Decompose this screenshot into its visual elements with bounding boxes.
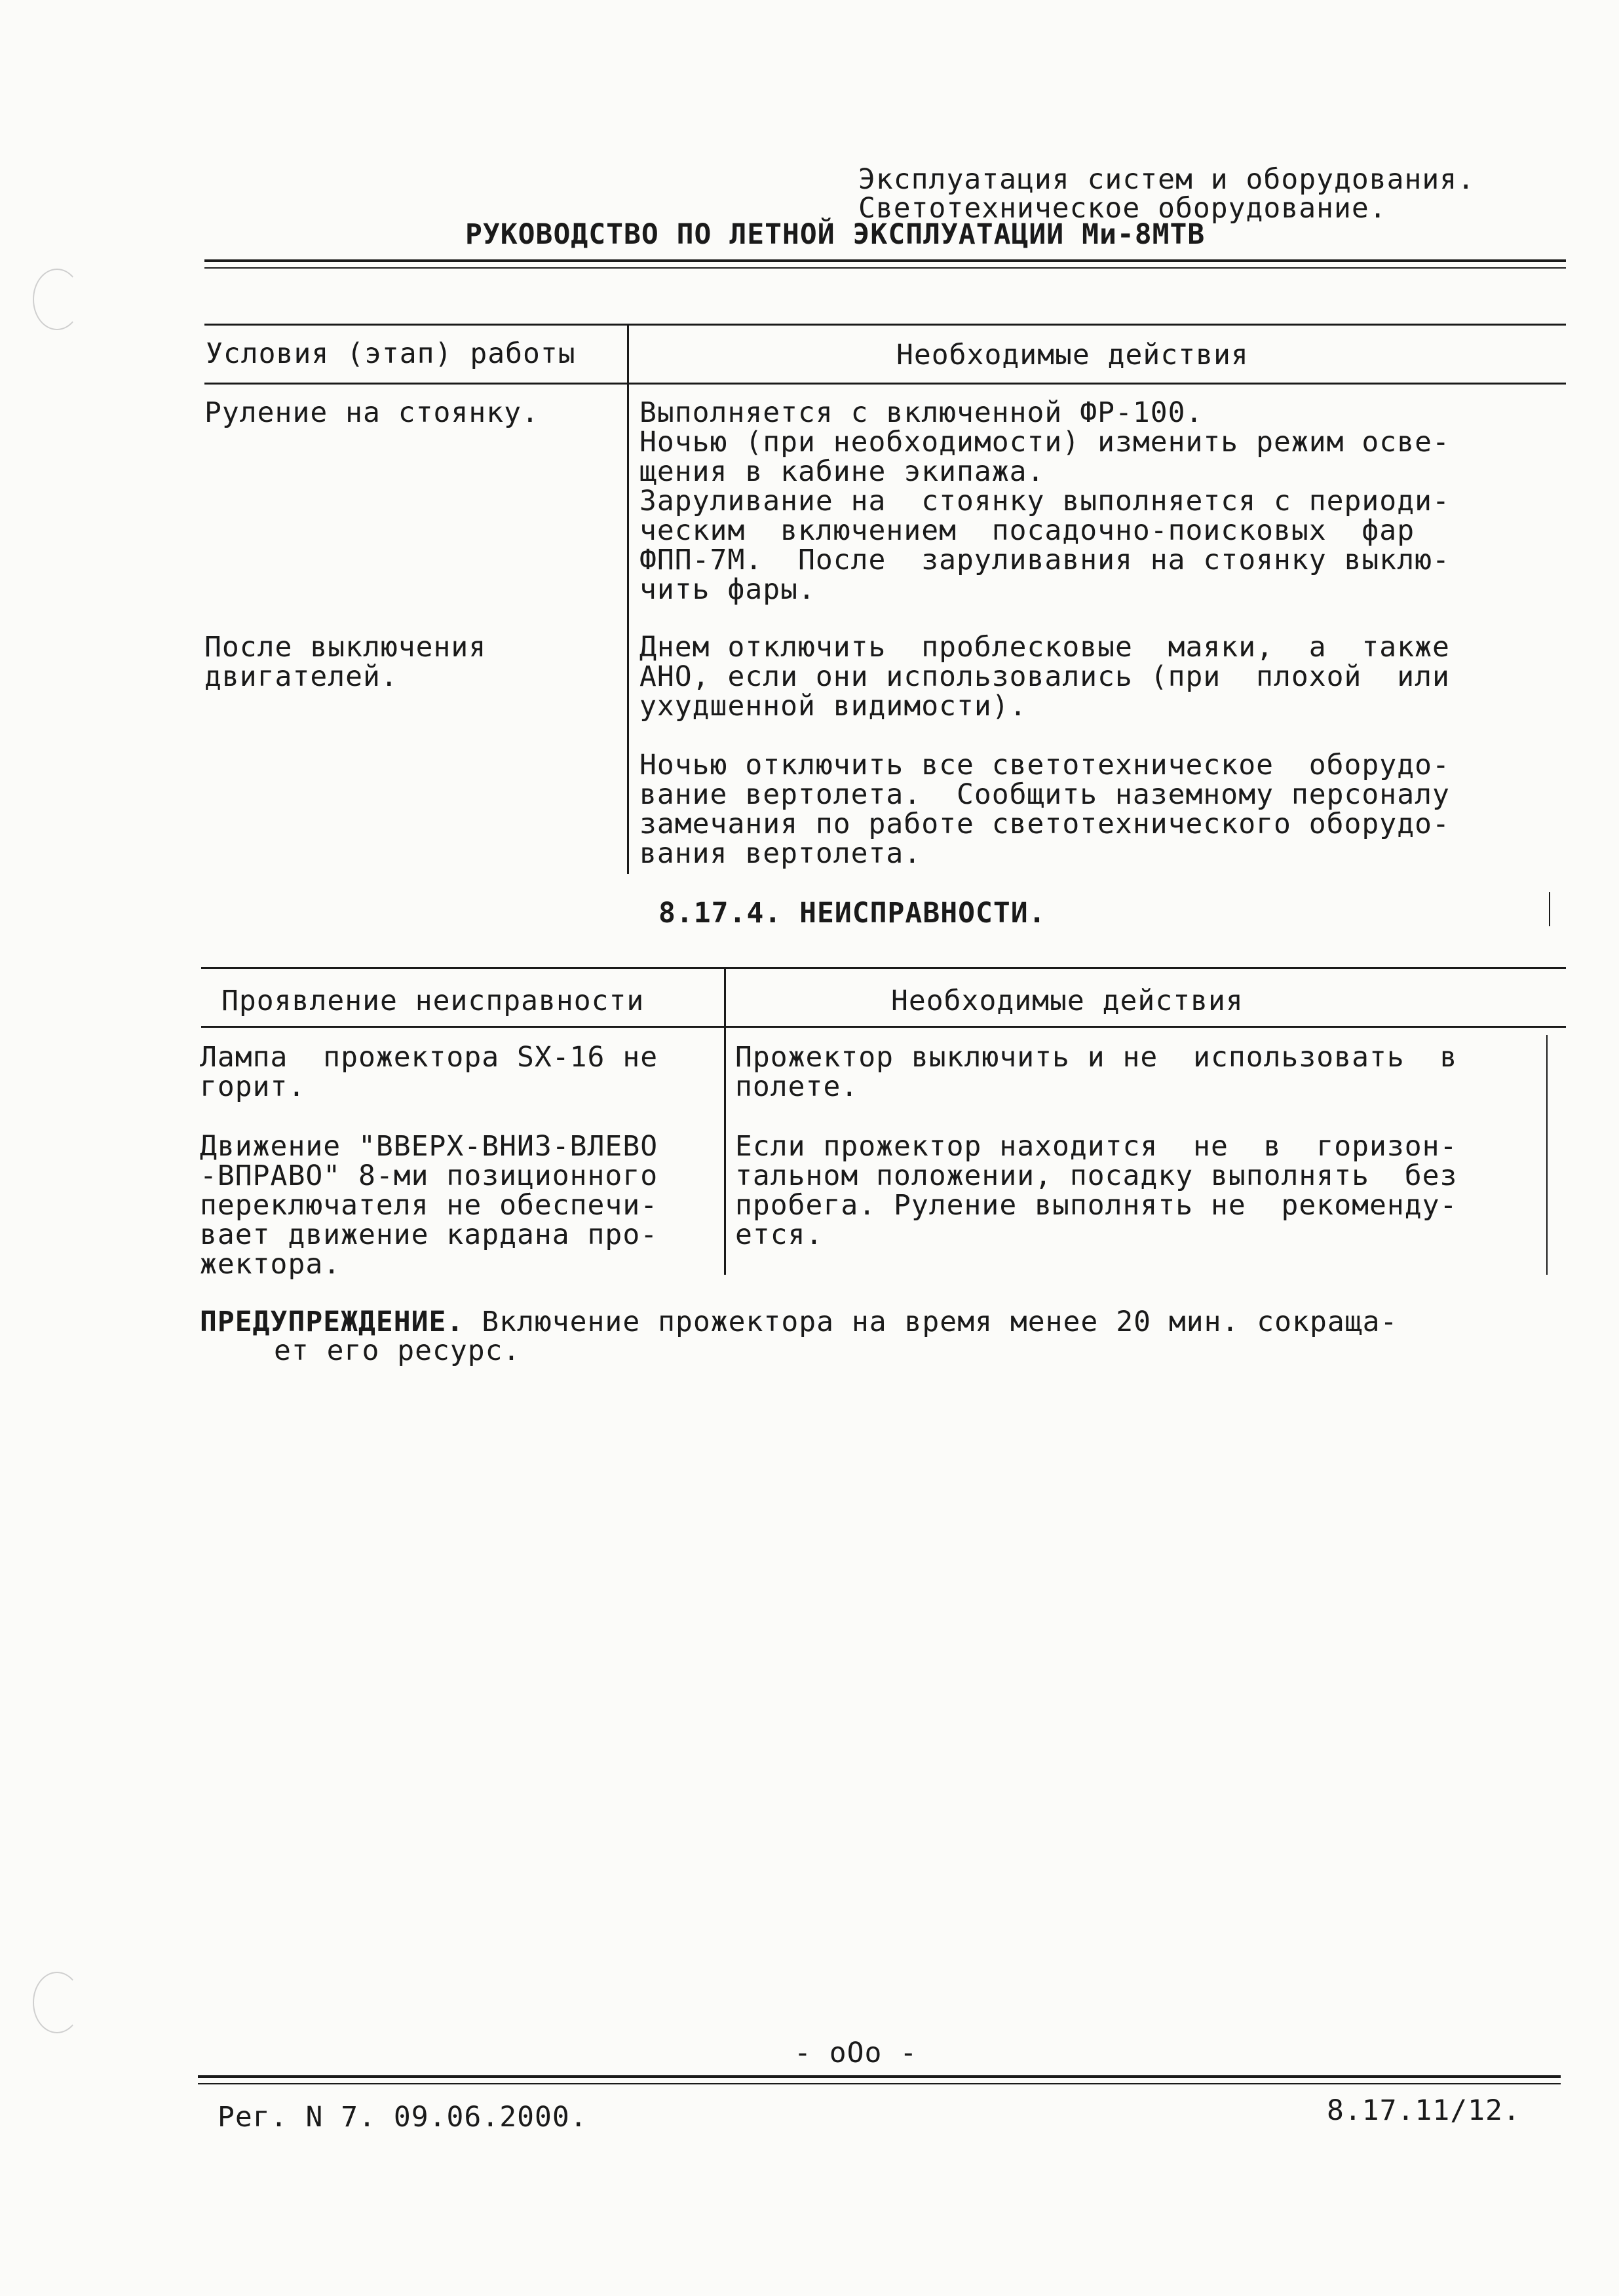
margin-mark xyxy=(1549,892,1550,926)
table1-col2-header: Необходимые действия xyxy=(896,339,1249,371)
warning-line1 xyxy=(200,1308,1398,1337)
table2-row1-action: Прожектор выключить и не использовать в полете. xyxy=(735,1041,1458,1103)
table2-column-divider xyxy=(724,967,726,1275)
table1-top-rule xyxy=(204,324,1566,326)
page-number: 8.17.11/12. xyxy=(1327,2094,1521,2127)
table2-header-rule xyxy=(201,1026,1566,1028)
footer-rule-thin xyxy=(198,2083,1561,2084)
table1-row2-actions-night: Ночью отключить все светотехническое оборудо- вание вертолета. Сообщить наземному персоналу замечания по работе светотехнического оборудо- вания вертолета. xyxy=(639,749,1450,870)
registration-number: Рег. N 7. 09.06.2000. xyxy=(218,2101,588,2134)
table1-row1-actions: Выполняется с включенной ФР-100. Ночью (при необходимости) изменить режим осве- щения в кабине экипажа. Заруливание на стоянку выполняется с периоди- ческим включением посадочно-поисковых фар ФПП-7М. После заруливавния на стоянку выклю- чить фары. xyxy=(639,396,1450,606)
table2-top-rule xyxy=(201,967,1566,969)
table1-col1-header: Условия (этап) работы xyxy=(206,337,576,370)
header-section-line1: Эксплуатация систем и оборудования. xyxy=(858,163,1476,196)
table1-column-divider xyxy=(627,324,629,874)
section-title: 8.17.4. НЕИСПРАВНОСТИ. xyxy=(658,897,1046,930)
punch-hole xyxy=(33,1972,81,2033)
warning-text: Включение прожектора на время менее 20 мин. сокраща- xyxy=(464,1306,1398,1338)
table1-row2-condition: После выключения двигателей. xyxy=(204,631,487,693)
header-rule-thin xyxy=(204,267,1566,269)
table1-row2-actions: Днем отключить проблесковые маяки, а также АНО, если они использовались (при плохой или ухудшенной видимости). xyxy=(639,631,1450,723)
end-mark: - oOo - xyxy=(794,2037,918,2069)
header-section-line2: Светотехническое оборудование. xyxy=(858,192,1387,225)
punch-hole xyxy=(33,269,81,330)
warning-line2: ет его ресурс. xyxy=(274,1334,521,1367)
table1-row1-condition: Руление на стоянку. xyxy=(204,396,539,429)
document-title: РУКОВОДСТВО ПО ЛЕТНОЙ ЭКСПЛУАТАЦИИ Ми-8МТВ xyxy=(465,218,1206,251)
warning-label: ПРЕДУПРЕЖДЕНИЕ. xyxy=(200,1306,465,1338)
footer-rule xyxy=(198,2075,1561,2078)
table2-col1-header: Проявление неисправности xyxy=(221,985,645,1017)
header-rule xyxy=(204,259,1566,262)
table2-right-border xyxy=(1546,1035,1548,1275)
table2-col2-header: Необходимые действия xyxy=(891,985,1244,1017)
table1-header-rule xyxy=(204,383,1566,385)
table2-row2-action: Если прожектор находится не в горизон- тальном положении, посадку выполнять без пробега. Руление выполнять не рекоменду- ется. xyxy=(735,1130,1458,1251)
table2-row1-fault: Лампа прожектора SX-16 не горит. xyxy=(200,1041,658,1103)
table2-row2-fault: Движение "ВВЕРХ-ВНИЗ-ВЛЕВО -ВПРАВО" 8-ми позиционного переключателя не обеспечи- вает движение кардана про- жектора. xyxy=(200,1130,658,1281)
